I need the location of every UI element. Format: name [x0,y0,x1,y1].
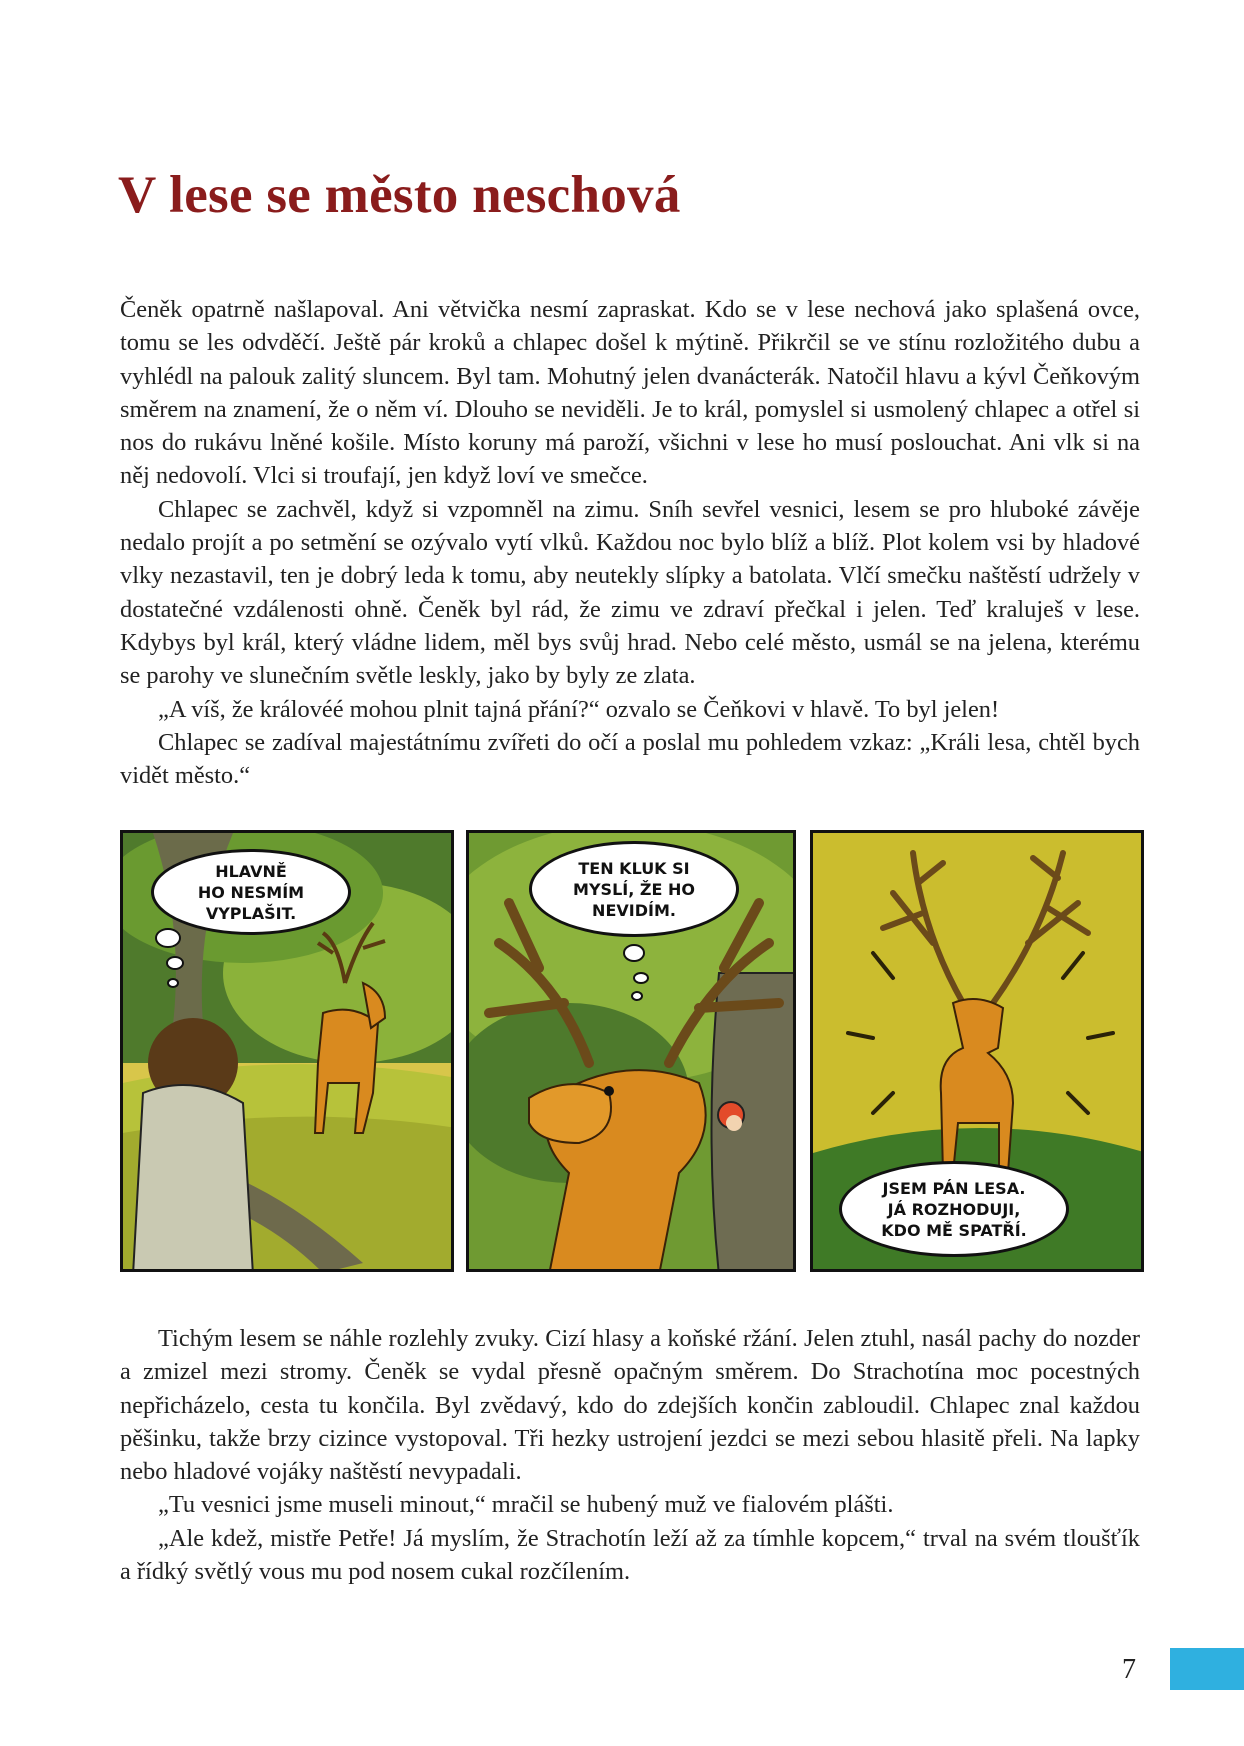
speech-bubble-2: TEN KLUK SI MYSLÍ, ŽE HO NEVIDÍM. [529,841,739,937]
paragraph: „Tu vesnici jsme museli minout,“ mračil se hubený muž ve fialovém plášti. [158,1491,894,1519]
paragraph: „Ale kdež, mistře Petře! Já myslím, že Strachotín leží až za tímhle kopcem,“ trval na svém tloušťík a řídký světlý vous mu pod nosem cukal rozčílením. [120,1524,1140,1586]
paragraph: „A víš, že královéé mohou plnit tajná přání?“ ozvalo se Čeňkovi v hlavě. To byl jelen! [158,695,1000,723]
speech-bubble-3: JSEM PÁN LESA. JÁ ROZHODUJI, KDO MĚ SPATŘÍ. [839,1161,1069,1257]
chapter-title: V lese se město neschová [118,166,681,224]
paragraph: Chlapec se zadíval majestátnímu zvířeti do očí a poslal mu pohledem vzkaz: „Králi lesa, chtěl bych vidět město.“ [120,728,1140,790]
comic-panel-2 [466,830,796,1272]
story-text-top [120,293,1140,792]
speech-bubble-1: HLAVNĚ HO NESMÍM VYPLAŠIT. [151,849,351,935]
comic-strip [120,830,1144,1278]
page-number: 7 [1122,1654,1136,1685]
paragraph: Tichým lesem se náhle rozlehly zvuky. Cizí hlasy a koňské ržání. Jelen ztuhl, nasál pachy do nozder a zmizel mezi stromy. Čeněk se vydal přesně opačným směrem. Do Strachotína moc pocestných nepřicházelo, cesta tu končila. Byl zvědavý, kdo do zdejších končin zabloudil. Chlapec znal každou pěšinku, takže brzy cizince vystopoval. Tři hezky ustrojení jezdci se mezi sebou hlasitě přeli. Na lapky nebo hladové vojáky naštěstí nevypadali. [120,1325,1140,1486]
paragraph: Čeněk opatrně našlapoval. Ani větvička nesmí zapraskat. Kdo se v lese nechová jako splašená ovce, tomu se les odvděčí. Ještě pár kroků a chlapec došel k mýtině. Přikrčil se ve stínu rozložitého dubu a vyhlédl na palouk zalitý sluncem. Byl tam. Mohutný jelen dvanácterák. Natočil hlavu a kývl Čeňkovým směrem na znamení, že o něm ví. Dlouho se neviděli. Je to král, pomyslel si usmolený chlapec a otřel si nos do rukávu lněné košile. Místo koruny má paroží, všichni v lese ho musí poslouchat. Ani vlk si na něj nedovolí. Vlci si troufají, jen když loví ve smečce. [120,296,1140,490]
comic-panel-3 [810,830,1144,1272]
page-color-tab [1170,1648,1244,1690]
paragraph: Chlapec se zachvěl, když si vzpomněl na zimu. Sníh sevřel vesnici, lesem se pro hluboké závěje nedalo projít a po setmění se ozývalo vytí vlků. Každou noc bylo blíž a blíž. Plot kolem vsi by hladové vlky nezastavil, ten je dobrý leda k tomu, aby neutekly slípky a batolata. Vlčí smečku naštěstí udržely v dostatečné vzdálenosti ohně. Čeněk byl rád, že zimu ve zdraví přečkal i jelen. Teď kraluješ v lese. Kdybys byl král, který vládne lidem, měl bys svůj hrad. Nebo celé město, usmál se na jelena, kterému se parohy ve slunečním světle leskly, jako by byly ze zlata. [120,495,1140,690]
story-text-bottom [120,1322,1140,1588]
comic-panel-1 [120,830,454,1272]
